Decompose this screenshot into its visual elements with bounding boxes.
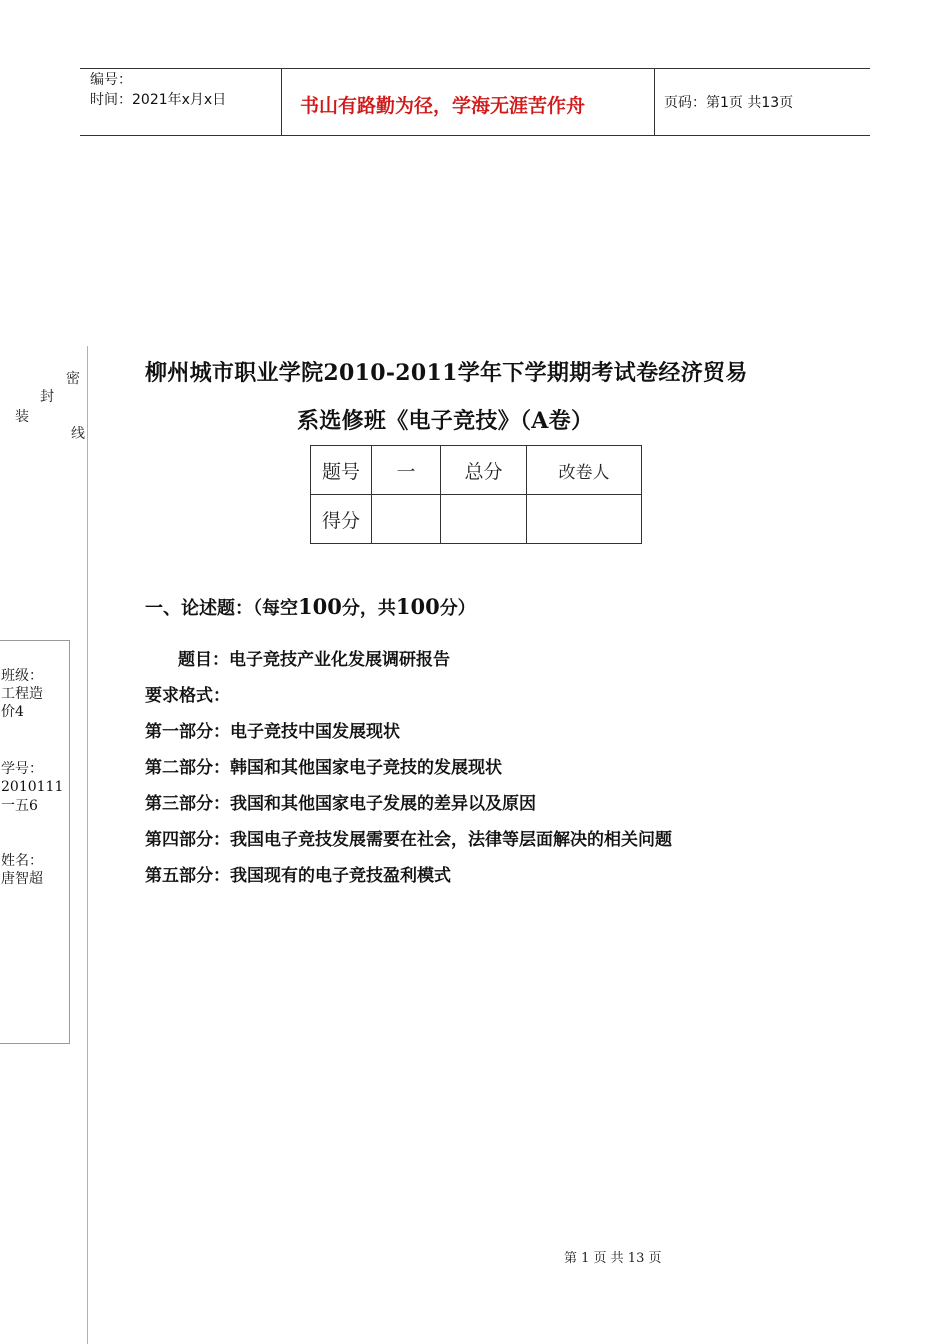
student-id-label: 学号： <box>1 761 43 777</box>
header-bottom-rule <box>80 135 870 136</box>
section-heading-prefix: 一、论述题：（每空 <box>145 598 298 619</box>
binding-char-feng: 封 <box>40 389 54 405</box>
student-name-label: 姓名： <box>1 853 43 869</box>
student-id-value-line2: 一五6 <box>1 798 38 814</box>
header-divider-right <box>654 68 655 135</box>
score-table-cell: 一 <box>372 446 441 495</box>
binding-char-mi: 密 <box>66 371 80 387</box>
header-page-code: 页码：第1页 共13页 <box>664 95 794 111</box>
score-table-score-row <box>311 495 642 544</box>
section-heading-suffix: 分） <box>439 598 476 619</box>
score-table-cell: 改卷人 <box>527 446 642 495</box>
binding-char-xian: 线 <box>71 426 85 442</box>
essay-topic: 题目：电子竞技产业化发展调研报告 <box>178 650 450 670</box>
score-table-input-cell[interactable] <box>441 495 527 544</box>
class-value-line2: 价4 <box>1 704 24 720</box>
section-score-each: 100 <box>298 594 342 619</box>
score-table-header-row <box>311 446 642 495</box>
class-label: 班级： <box>1 668 43 684</box>
header-motto: 书山有路勤为径，学海无涯苦作舟 <box>300 95 586 117</box>
score-table-input-cell[interactable] <box>372 495 441 544</box>
class-value-line1: 工程造 <box>1 686 43 702</box>
section-heading-mid: 分，共 <box>341 598 396 619</box>
format-part-3: 第三部分：我国和其他国家电子发展的差异以及原因 <box>145 794 536 814</box>
student-id-value-line1: 2010111 <box>1 779 64 795</box>
format-part-5: 第五部分：我国现有的电子竞技盈利模式 <box>145 866 451 886</box>
section-heading <box>145 594 476 620</box>
score-table <box>310 445 642 544</box>
format-part-1: 第一部分：电子竞技中国发展现状 <box>145 722 400 742</box>
header-time: 时间：2021年x月x日 <box>90 92 227 108</box>
student-name-value: 唐智超 <box>1 871 43 887</box>
header-top-rule <box>80 68 870 69</box>
exam-title-line1: 柳州城市职业学院2010-2011学年下学期期考试卷经济贸易 <box>145 360 748 386</box>
format-part-2: 第二部分：韩国和其他国家电子竞技的发展现状 <box>145 758 502 778</box>
section-score-total: 100 <box>395 594 440 619</box>
score-table-input-cell[interactable] <box>527 495 642 544</box>
header-code-label: 编号： <box>90 72 132 88</box>
exam-title-line2: 系选修班《电子竞技》（A卷） <box>297 408 594 434</box>
binding-line <box>87 346 88 1344</box>
header-divider-left <box>281 68 282 135</box>
score-table-cell: 题号 <box>311 446 372 495</box>
score-table-cell: 总分 <box>441 446 527 495</box>
page-footer: 第 1 页 共 13 页 <box>564 1251 662 1266</box>
format-part-4: 第四部分：我国电子竞技发展需要在社会，法律等层面解决的相关问题 <box>145 830 672 850</box>
format-label: 要求格式： <box>145 686 230 706</box>
binding-char-zhuang: 装 <box>15 409 29 425</box>
score-table-cell: 得分 <box>311 495 372 544</box>
